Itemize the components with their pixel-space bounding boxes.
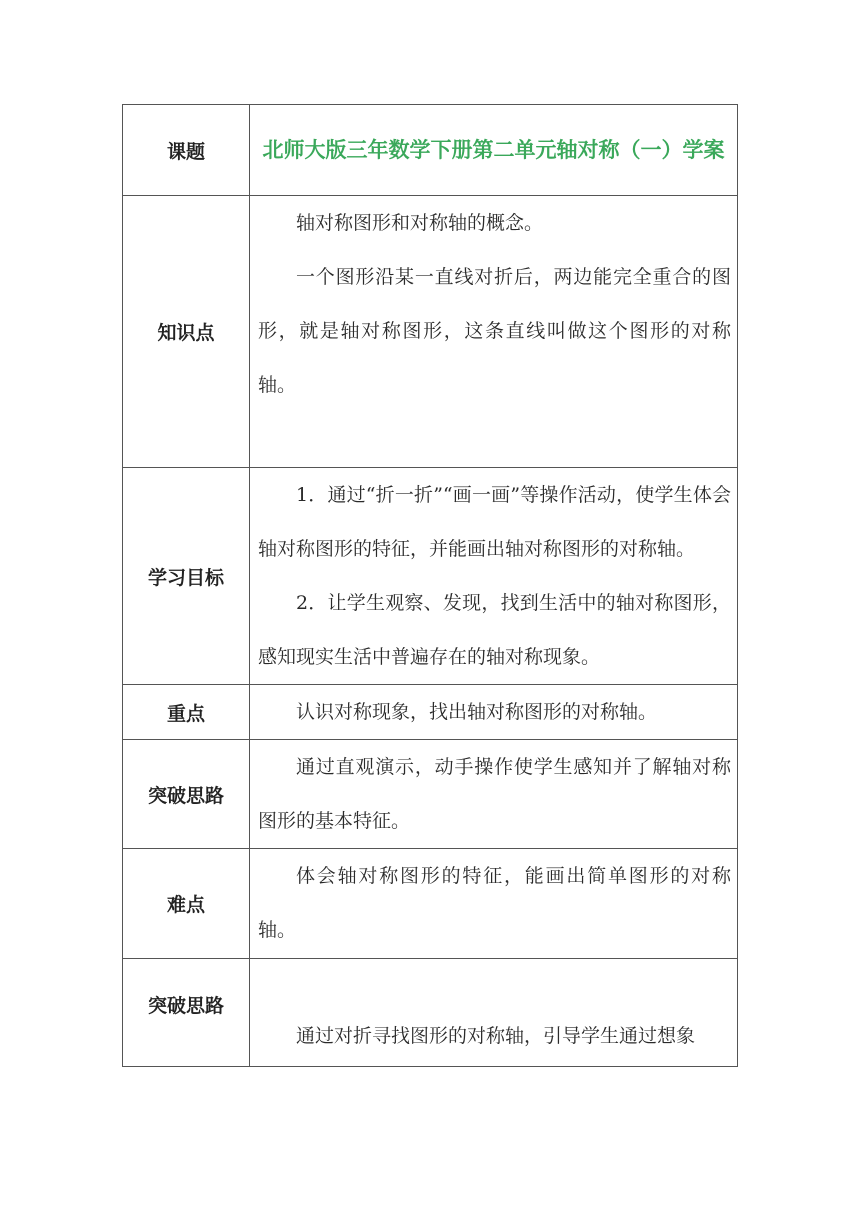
row-content [250, 959, 738, 1067]
title-row [123, 105, 738, 196]
row-label: 突破思路 [123, 740, 250, 849]
knowledge-row [123, 196, 738, 468]
objectives-row [123, 468, 738, 685]
row-content [250, 196, 738, 468]
document-title: 北师大版三年数学下册第二单元轴对称（一）学案 [262, 138, 725, 162]
paragraph: 体会轴对称图形的特征，能画出简单图形的对称轴。 [258, 865, 731, 941]
row-label: 突破思路 [123, 959, 250, 1067]
row-label: 知识点 [123, 196, 250, 468]
row-content [250, 740, 738, 849]
row-label: 难点 [123, 849, 250, 959]
difficulty-row [123, 849, 738, 959]
row-label: 重点 [123, 685, 250, 740]
paragraph: 通过对折寻找图形的对称轴，引导学生通过想象 [296, 1025, 696, 1047]
paragraph: 一个图形沿某一直线对折后，两边能完全重合的图形，就是轴对称图形，这条直线叫做这个图形的对称轴。 [258, 266, 731, 396]
row-label: 学习目标 [123, 468, 250, 685]
paragraph: 1．通过“折一折”“画一画”等操作活动，使学生体会轴对称图形的特征，并能画出轴对称图形的对称轴。 [258, 484, 731, 560]
title-label: 课题 [123, 105, 250, 196]
paragraph: 轴对称图形和对称轴的概念。 [296, 212, 544, 234]
approach-row-2 [123, 959, 738, 1067]
approach-row-1 [123, 740, 738, 849]
row-content [250, 468, 738, 685]
paragraph: 通过直观演示，动手操作使学生感知并了解轴对称图形的基本特征。 [258, 756, 731, 832]
title-cell [250, 105, 738, 196]
paragraph: 认识对称现象，找出轴对称图形的对称轴。 [296, 701, 658, 723]
paragraph: 2．让学生观察、发现，找到生活中的轴对称图形，感知现实生活中普遍存在的轴对称现象。 [258, 592, 731, 668]
row-content [250, 685, 738, 740]
lesson-plan-table [122, 104, 738, 1067]
row-content [250, 849, 738, 959]
key-point-row [123, 685, 738, 740]
